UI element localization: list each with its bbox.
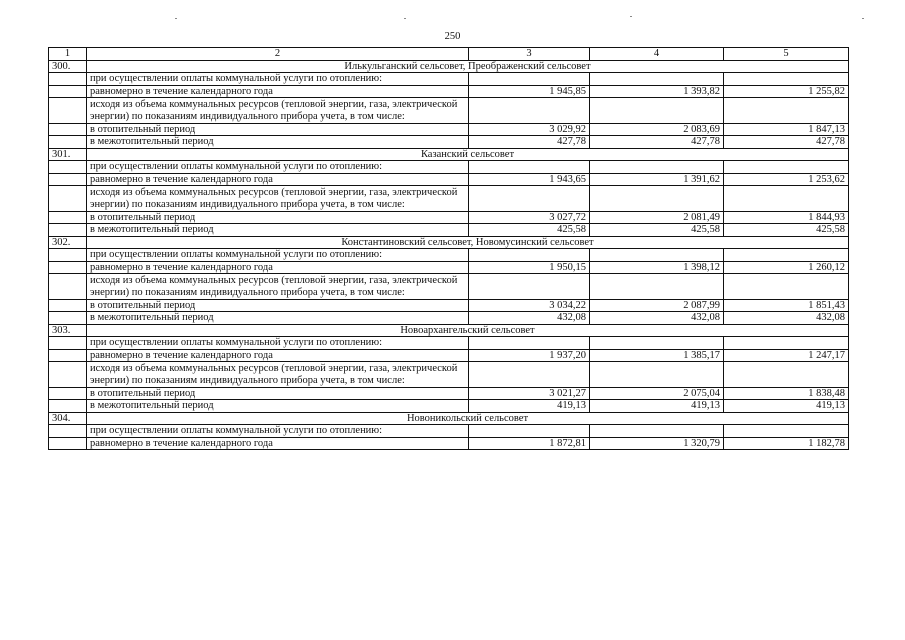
row-index-cell: [49, 161, 87, 174]
table-row: [49, 261, 849, 274]
section-title: Новоархангельский сельсовет: [87, 324, 849, 337]
column-header: 1: [49, 48, 87, 61]
row-index-cell: [49, 211, 87, 224]
column-header: 5: [724, 48, 849, 61]
row-label: исходя из объема коммунальных ресурсов (тепловой энергии, газа, электрической энергии) по показаниям индивидуального прибора учета, в том числе:: [87, 186, 469, 212]
table-row: [49, 400, 849, 413]
row-index-cell: [49, 98, 87, 124]
row-label: при осуществлении оплаты коммунальной услуги по отоплению:: [87, 249, 469, 262]
section-number: 302.: [49, 236, 87, 249]
value-col4: [590, 73, 724, 86]
value-col4: 1 398,12: [590, 261, 724, 274]
value-col3: [469, 249, 590, 262]
value-col5: [724, 362, 849, 388]
table-row: [49, 274, 849, 300]
row-label: равномерно в течение календарного года: [87, 261, 469, 274]
section-header-row: [49, 324, 849, 337]
row-index-cell: [49, 186, 87, 212]
section-title: Казанский сельсовет: [87, 148, 849, 161]
value-col4: 425,58: [590, 224, 724, 237]
row-index-cell: [49, 387, 87, 400]
value-col5: 425,58: [724, 224, 849, 237]
value-col3: [469, 186, 590, 212]
table-row: [49, 312, 849, 325]
value-col5: [724, 161, 849, 174]
row-index-cell: [49, 224, 87, 237]
section-number: 300.: [49, 60, 87, 73]
section-number: 304.: [49, 412, 87, 425]
row-label: равномерно в течение календарного года: [87, 173, 469, 186]
value-col4: [590, 186, 724, 212]
section-header-row: [49, 60, 849, 73]
value-col4: 432,08: [590, 312, 724, 325]
value-col5: [724, 98, 849, 124]
column-header: 2: [87, 48, 469, 61]
value-col5: 1 847,13: [724, 123, 849, 136]
table-row: [49, 224, 849, 237]
row-label: при осуществлении оплаты коммунальной услуги по отоплению:: [87, 161, 469, 174]
value-col4: 2 081,49: [590, 211, 724, 224]
value-col5: 419,13: [724, 400, 849, 413]
column-number-header-row: [49, 48, 849, 61]
value-col4: 419,13: [590, 400, 724, 413]
table-row: [49, 186, 849, 212]
value-col4: 1 385,17: [590, 349, 724, 362]
table-row: [49, 387, 849, 400]
row-label: в отопительный период: [87, 387, 469, 400]
page-number: 250: [444, 31, 461, 42]
table-row: [49, 173, 849, 186]
value-col3: 1 945,85: [469, 85, 590, 98]
value-col4: [590, 274, 724, 300]
row-index-cell: [49, 400, 87, 413]
value-col5: 1 844,93: [724, 211, 849, 224]
table-row: [49, 98, 849, 124]
value-col4: 1 320,79: [590, 437, 724, 450]
row-index-cell: [49, 274, 87, 300]
value-col5: 1 851,43: [724, 299, 849, 312]
row-label: исходя из объема коммунальных ресурсов (тепловой энергии, газа, электрической энергии) по показаниям индивидуального прибора учета, в том числе:: [87, 274, 469, 300]
value-col3: 419,13: [469, 400, 590, 413]
row-label: исходя из объема коммунальных ресурсов (тепловой энергии, газа, электрической энергии) по показаниям индивидуального прибора учета, в том числе:: [87, 362, 469, 388]
value-col4: 1 393,82: [590, 85, 724, 98]
value-col4: [590, 161, 724, 174]
row-index-cell: [49, 437, 87, 450]
row-index-cell: [49, 85, 87, 98]
row-index-cell: [49, 337, 87, 350]
value-col5: 1 838,48: [724, 387, 849, 400]
row-index-cell: [49, 299, 87, 312]
value-col4: 2 083,69: [590, 123, 724, 136]
table-row: [49, 161, 849, 174]
row-label: равномерно в течение календарного года: [87, 437, 469, 450]
tariff-table-body: [49, 48, 849, 450]
value-col5: 1 182,78: [724, 437, 849, 450]
value-col3: 427,78: [469, 136, 590, 149]
table-row: [49, 362, 849, 388]
value-col3: [469, 425, 590, 438]
row-index-cell: [49, 123, 87, 136]
value-col5: 432,08: [724, 312, 849, 325]
row-index-cell: [49, 362, 87, 388]
value-col5: 1 260,12: [724, 261, 849, 274]
value-col5: 1 255,82: [724, 85, 849, 98]
table-row: [49, 85, 849, 98]
scan-speck: [630, 16, 632, 17]
value-col3: 3 029,92: [469, 123, 590, 136]
table-row: [49, 211, 849, 224]
tariff-table: [48, 47, 849, 450]
value-col5: [724, 186, 849, 212]
row-label: при осуществлении оплаты коммунальной услуги по отоплению:: [87, 337, 469, 350]
value-col3: [469, 274, 590, 300]
value-col4: 2 075,04: [590, 387, 724, 400]
value-col4: [590, 249, 724, 262]
value-col3: 3 021,27: [469, 387, 590, 400]
table-row: [49, 349, 849, 362]
row-index-cell: [49, 249, 87, 262]
section-title: Новоникольский сельсовет: [87, 412, 849, 425]
value-col3: 425,58: [469, 224, 590, 237]
value-col3: [469, 161, 590, 174]
table-row: [49, 249, 849, 262]
scan-speck: [404, 18, 406, 19]
value-col5: [724, 425, 849, 438]
value-col4: [590, 425, 724, 438]
value-col3: 1 872,81: [469, 437, 590, 450]
table-row: [49, 136, 849, 149]
section-number: 301.: [49, 148, 87, 161]
row-index-cell: [49, 261, 87, 274]
row-index-cell: [49, 136, 87, 149]
value-col4: [590, 362, 724, 388]
row-label: в отопительный период: [87, 299, 469, 312]
row-label: исходя из объема коммунальных ресурсов (тепловой энергии, газа, электрической энергии) по показаниям индивидуального прибора учета, в том числе:: [87, 98, 469, 124]
table-row: [49, 299, 849, 312]
value-col4: [590, 98, 724, 124]
table-row: [49, 437, 849, 450]
value-col5: 427,78: [724, 136, 849, 149]
value-col4: 427,78: [590, 136, 724, 149]
section-number: 303.: [49, 324, 87, 337]
scan-speck: [862, 18, 864, 19]
value-col4: 2 087,99: [590, 299, 724, 312]
value-col3: [469, 73, 590, 86]
section-header-row: [49, 412, 849, 425]
table-row: [49, 425, 849, 438]
section-header-row: [49, 236, 849, 249]
row-label: в межотопительный период: [87, 312, 469, 325]
row-index-cell: [49, 173, 87, 186]
value-col3: 3 034,22: [469, 299, 590, 312]
value-col3: 1 937,20: [469, 349, 590, 362]
row-label: при осуществлении оплаты коммунальной услуги по отоплению:: [87, 425, 469, 438]
value-col4: [590, 337, 724, 350]
row-index-cell: [49, 312, 87, 325]
value-col3: [469, 337, 590, 350]
value-col5: [724, 249, 849, 262]
value-col4: 1 391,62: [590, 173, 724, 186]
row-label: в межотопительный период: [87, 136, 469, 149]
value-col3: 1 950,15: [469, 261, 590, 274]
value-col3: 1 943,65: [469, 173, 590, 186]
value-col5: [724, 337, 849, 350]
value-col3: 3 027,72: [469, 211, 590, 224]
value-col3: 432,08: [469, 312, 590, 325]
value-col3: [469, 362, 590, 388]
section-title: Илькульганский сельсовет, Преображенский сельсовет: [87, 60, 849, 73]
column-header: 4: [590, 48, 724, 61]
row-index-cell: [49, 73, 87, 86]
table-row: [49, 123, 849, 136]
row-label: в межотопительный период: [87, 224, 469, 237]
value-col5: [724, 73, 849, 86]
table-row: [49, 337, 849, 350]
value-col3: [469, 98, 590, 124]
row-label: равномерно в течение календарного года: [87, 85, 469, 98]
row-label: в отопительный период: [87, 211, 469, 224]
column-header: 3: [469, 48, 590, 61]
row-index-cell: [49, 425, 87, 438]
section-header-row: [49, 148, 849, 161]
section-title: Константиновский сельсовет, Новомусинский сельсовет: [87, 236, 849, 249]
scan-speck: [175, 18, 177, 19]
value-col5: [724, 274, 849, 300]
row-label: в межотопительный период: [87, 400, 469, 413]
value-col5: 1 253,62: [724, 173, 849, 186]
value-col5: 1 247,17: [724, 349, 849, 362]
row-label: равномерно в течение календарного года: [87, 349, 469, 362]
row-label: в отопительный период: [87, 123, 469, 136]
row-index-cell: [49, 349, 87, 362]
row-label: при осуществлении оплаты коммунальной услуги по отоплению:: [87, 73, 469, 86]
table-row: [49, 73, 849, 86]
